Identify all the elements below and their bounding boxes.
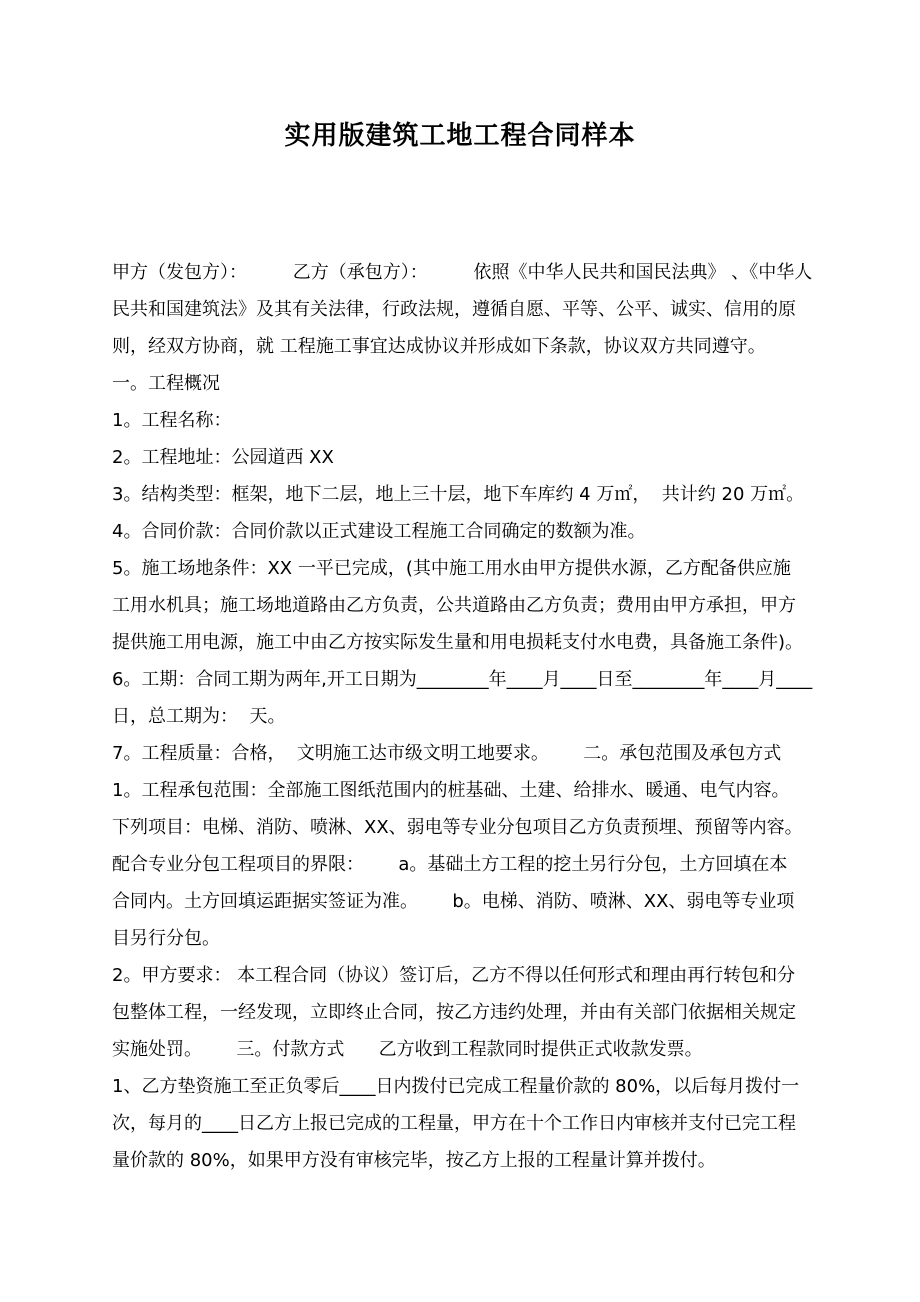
paragraph-line: 1。工程名称： — [112, 410, 232, 431]
paragraph-line: 提供施工用电源，施工中由乙方按实际发生量和用电损耗支付水电费，具备施工条件)。 — [112, 632, 804, 653]
paragraph-line: 目另行分包。 — [112, 928, 220, 949]
paragraph-line: 次，每月的____日乙方上报已完成的工程量，甲方在十个工作日内审核并支付已完工程 — [112, 1113, 796, 1134]
paragraph-line: 4。合同价款：合同价款以正式建设工程施工合同确定的数额为准。 — [112, 521, 646, 542]
paragraph-line: 民共和国建筑法》及其有关法律，行政法规，遵循自愿、平等、公平、诚实、信用的原 — [112, 299, 796, 320]
paragraph-line: 工用水机具；施工场地道路由乙方负责，公共道路由乙方负责；费用由甲方承担，甲方 — [112, 595, 796, 616]
paragraph-line: 包整体工程，一经发现，立即终止合同，按乙方违约处理，并由有关部门依据相关规定 — [112, 1002, 796, 1023]
paragraph-line: 7。工程质量：合格， 文明施工达市级文明工地要求。 二。承包范围及承包方式 — [112, 743, 782, 764]
paragraph-line: 1、乙方垫资施工至正负零后____日内拨付已完成工程量价款的 80%，以后每月拨付一 — [112, 1076, 800, 1097]
section-heading: 一。工程概况 — [112, 373, 220, 394]
paragraph-line: 2。工程地址：公园道西 XX — [112, 447, 334, 468]
paragraph-line: 合同内。土方回填运距据实签证为准。 b。电梯、消防、喷淋、XX、弱电等专业项 — [112, 891, 795, 912]
paragraph-line: 3。结构类型：框架，地下二层，地上三十层，地下车库约 4 万㎡， 共计约 20 万㎡。 — [112, 484, 805, 505]
paragraph-line: 6。工期：合同工期为两年,开工日期为________年____月____日至________年____月____ — [112, 669, 813, 690]
paragraph-line: 实施处罚。 三。付款方式 乙方收到工程款同时提供正式收款发票。 — [112, 1039, 703, 1060]
paragraph-line: 5。施工场地条件：XX 一平已完成，(其中施工用水由甲方提供水源，乙方配备供应施 — [112, 558, 791, 579]
document-title: 实用版建筑工地工程合同样本 — [284, 121, 636, 151]
paragraph-line: 1。工程承包范围：全部施工图纸范围内的桩基础、土建、给排水、暖通、电气内容。 — [112, 780, 790, 801]
paragraph-line: 2。甲方要求： 本工程合同（协议）签订后，乙方不得以任何形式和理由再行转包和分 — [112, 965, 796, 986]
paragraph-line: 量价款的 80%，如果甲方没有审核完毕，按乙方上报的工程量计算并拨付。 — [112, 1150, 716, 1171]
paragraph-line: 则，经双方协商，就 工程施工事宜达成协议并形成如下条款，协议双方共同遵守。 — [112, 336, 766, 357]
paragraph-line: 配合专业分包工程项目的界限： a。基础土方工程的挖土另行分包，土方回填在本 — [112, 854, 788, 875]
paragraph-line: 下列项目：电梯、消防、喷淋、XX、弱电等专业分包项目乙方负责预埋、预留等内容。 — [112, 817, 803, 838]
paragraph-line: 日，总工期为： 天。 — [112, 706, 286, 727]
paragraph-line: 甲方（发包方）： 乙方（承包方）： 依照《中华人民共和国民法典》 、《中华人 — [112, 262, 813, 283]
